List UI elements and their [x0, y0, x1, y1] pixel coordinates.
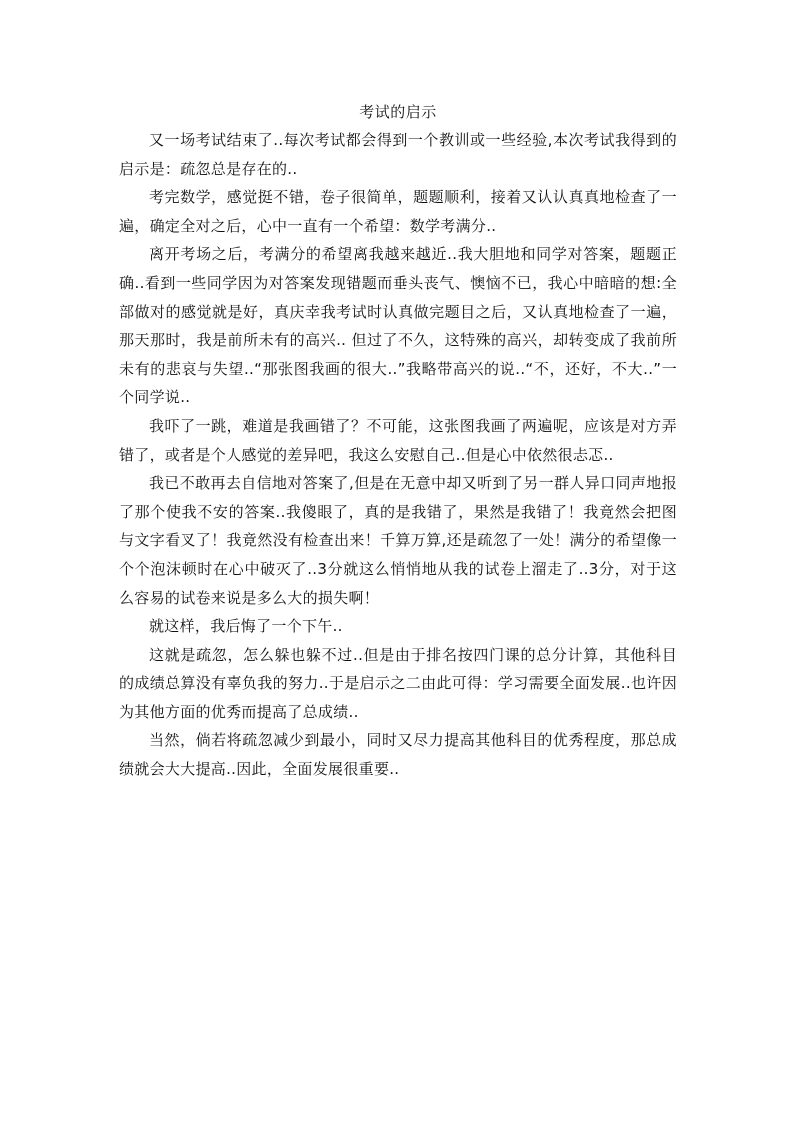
page-title: 考试的启示 [359, 103, 437, 121]
paragraph-2: 考完数学，感觉挺不错，卷子很简单，题题顺利，接着又认认真真地检查了一遍，确定全对之后，心中一直有一个希望：数学考满分.. [119, 188, 677, 235]
paragraph-4: 我吓了一跳，难道是我画错了？不可能，这张图我画了两遍呢，应该是对方弄错了，或者是个人感觉的差异吧，我这么安慰自己..但是心中依然很忐忑.. [119, 416, 677, 464]
paragraph-3: 离开考场之后，考满分的希望离我越来越近..我大胆地和同学对答案，题题正确..看到一些同学因为对答案发现错题而垂头丧气、懊恼不已，我心中暗暗的想:全部做对的感觉就是好，真庆幸我考试时认真做完题目之后，又认真地检查了一遍，那天那时，我是前所未有的高兴.. 但过了不久，这特殊的高兴，却转变成了我前所未有的悲哀与失望..“那张图我画的很大..”我略带高兴的说..“不，还好，不大..”一个同学说.. [119, 245, 677, 407]
paragraph-1: 又一场考试结束了..每次考试都会得到一个教训或一些经验,本次考试我得到的启示是：疏忽总是存在的.. [119, 131, 677, 178]
document-page [119, 98, 677, 784]
paragraph-7: 这就是疏忽，怎么躲也躲不过..但是由于排名按四门课的总分计算，其他科目的成绩总算没有辜负我的努力..于是启示之二由此可得：学习需要全面发展..也许因为其他方面的优秀而提高了总成绩.. [119, 645, 677, 721]
paragraph-8: 当然，倘若将疏忽减少到最小，同时又尽力提高其他科目的优秀程度，那总成绩就会大大提高..因此，全面发展很重要.. [119, 731, 677, 779]
paragraph-5: 我已不敢再去自信地对答案了,但是在无意中却又听到了另一群人异口同声地报了那个使我不安的答案..我傻眼了，真的是我错了，果然是我错了！我竟然会把图与文字看叉了！我竟然没有检查出来！千算万算,还是疏忽了一处！满分的希望像一个个泡沫顿时在心中破灭了..3分就这么悄悄地从我的试卷上溜走了..3分，对于这么容易的试卷来说是多么大的损失啊！ [119, 474, 677, 607]
paragraph-6: 就这样，我后悔了一个下午.. [149, 617, 343, 636]
